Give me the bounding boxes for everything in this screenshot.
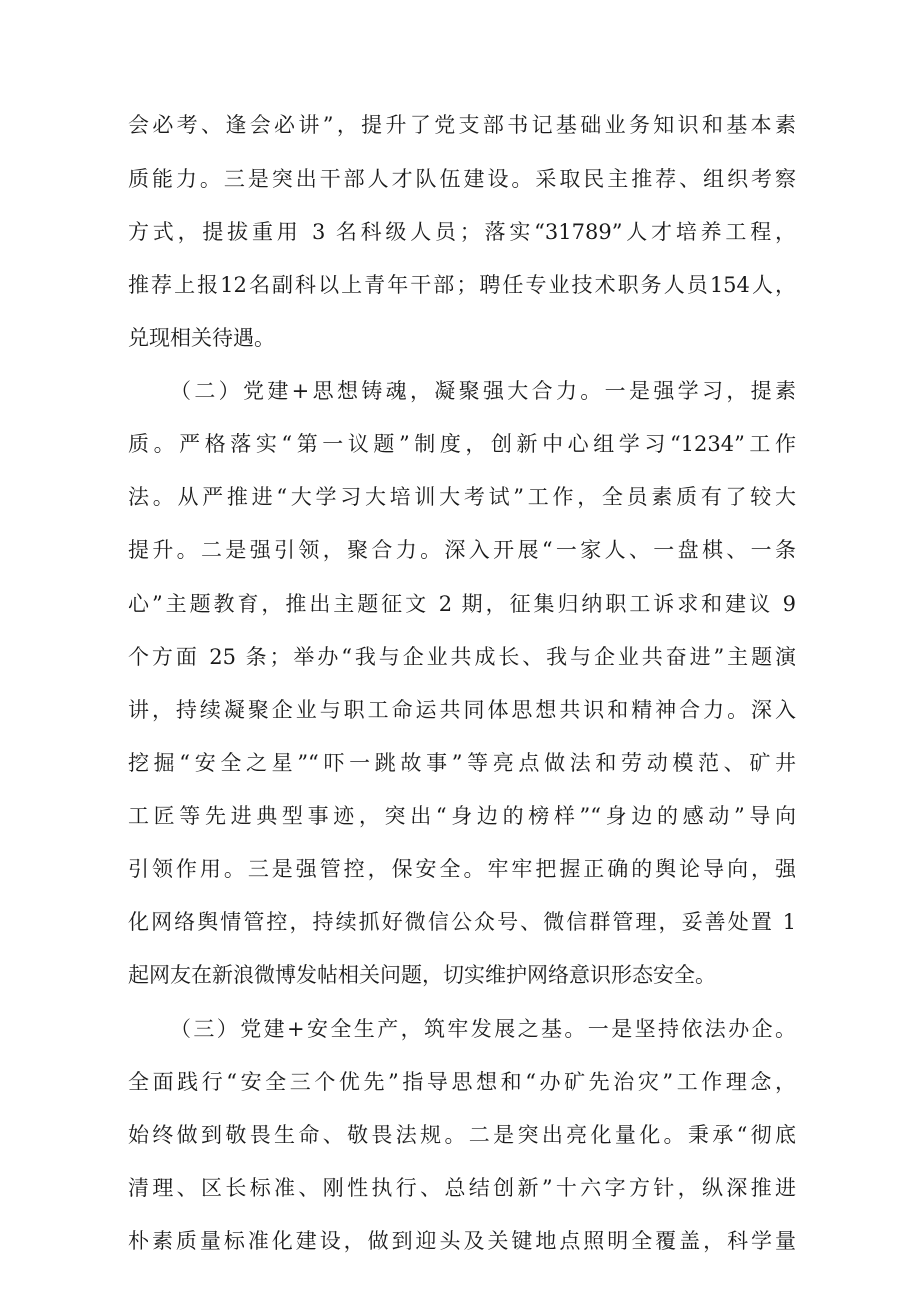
text-line: 质。严格落实“第一议题”制度，创新中心组学习“1234”工作: [128, 432, 796, 456]
text-line: 朴素质量标准化建设，做到迎头及关键地点照明全覆盖，科学量: [128, 1229, 796, 1253]
text-line: 始终做到敬畏生命、敬畏法规。二是突出亮化量化。秉承“彻底: [128, 1123, 796, 1147]
text-line: 提升。二是强引领，聚合力。深入开展“一家人、一盘棋、一条: [128, 538, 796, 562]
text-line: 会必考、逢会必讲”，提升了党支部书记基础业务知识和基本素: [128, 113, 796, 137]
text-line: 挖掘“安全之星”“吓一跳故事”等亮点做法和劳动模范、矿井: [128, 751, 796, 775]
text-line: 个方面 25 条；举办“我与企业共成长、我与企业共奋进”主题演: [128, 645, 796, 669]
text-line: 方式，提拔重用 3 名科级人员；落实“31789”人才培养工程，: [128, 220, 796, 244]
text-line: 工匠等先进典型事迹，突出“身边的榜样”“身边的感动”导向: [128, 804, 796, 828]
text-line: 质能力。三是突出干部人才队伍建设。采取民主推荐、组织考察: [128, 167, 796, 191]
text-line: 讲，持续凝聚企业与职工命运共同体思想共识和精神合力。深入: [128, 698, 796, 722]
text-line: 法。从严推进“大学习大培训大考试”工作，全员素质有了较大: [128, 485, 796, 509]
text-line: 起网友在新浪微博发帖相关问题，切实维护网络意识形态安全。: [128, 963, 716, 987]
text-line: 清理、区长标准、刚性执行、总结创新”十六字方针，纵深推进: [128, 1176, 796, 1200]
text-line: 全面践行“安全三个优先”指导思想和“办矿先治灾”工作理念，: [128, 1070, 796, 1094]
text-line: 兑现相关待遇。: [128, 326, 275, 350]
text-line: 化网络舆情管控，持续抓好微信公众号、微信群管理，妥善处置 1: [128, 910, 796, 934]
text-line: 引领作用。三是强管控，保安全。牢牢把握正确的舆论导向，强: [128, 857, 796, 881]
paragraph-heading-2: （二）党建+思想铸魂，凝聚强大合力。一是强学习，提素: [170, 379, 796, 403]
text-line: 推荐上报12名副科以上青年干部；聘任专业技术职务人员154人，: [128, 273, 796, 297]
paragraph-heading-3: （三）党建+安全生产，筑牢发展之基。一是坚持依法办企。: [170, 1017, 796, 1041]
text-line: 心”主题教育，推出主题征文 2 期，征集归纳职工诉求和建议 9: [128, 592, 796, 616]
